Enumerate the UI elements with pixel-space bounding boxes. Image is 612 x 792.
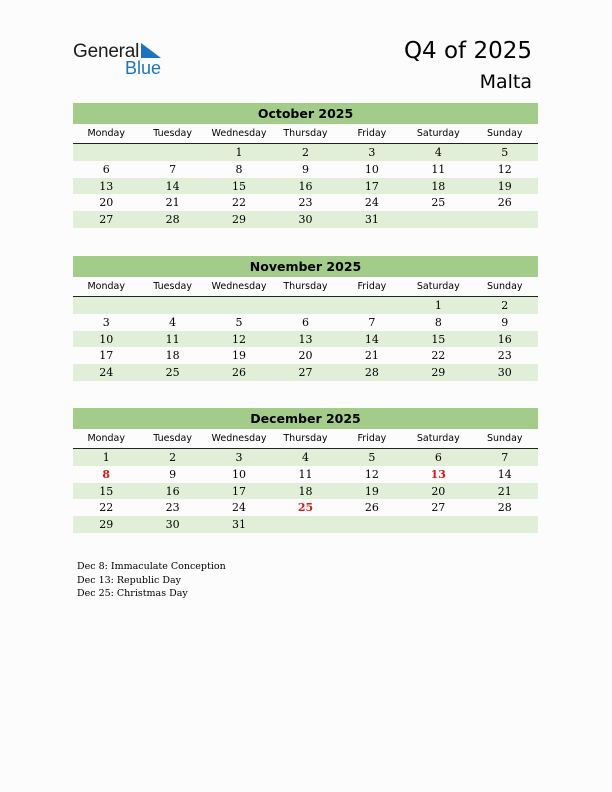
day-cell: 23 [298,196,313,210]
weekday-label: Wednesday [211,433,267,444]
day-cell: 15 [232,179,247,193]
day-cell: 9 [501,315,509,329]
day-cell: 14 [497,467,512,481]
day-cell: 26 [497,196,512,210]
day-cell: 3 [368,146,376,159]
page-title: Q4 of 2025 [403,38,532,64]
month-october [73,103,538,228]
weekday-label: Tuesday [153,433,192,444]
day-cell: 23 [497,349,512,363]
day-cell: 1 [102,451,110,464]
weekday-label: Sunday [486,128,523,139]
day-cell: 18 [165,349,180,363]
weekday-label: Sunday [486,433,523,444]
day-cell: 28 [165,213,180,227]
day-cell: 19 [232,349,247,363]
day-cell [472,211,538,228]
month-november [73,256,538,381]
week-row [73,449,538,466]
week-row [73,161,538,178]
day-cell: 4 [301,451,309,464]
day-cell: 21 [497,484,512,498]
day-cell: 17 [232,484,247,498]
day-cell [272,297,338,314]
day-cell: 11 [165,332,180,346]
day-cell [206,297,272,314]
month-header: November 2025 [73,256,538,277]
day-cell: 19 [497,179,512,193]
day-cell: 19 [364,484,379,498]
day-cell: 23 [165,501,180,515]
day-cell: 9 [169,467,177,481]
day-cell: 25 [165,366,180,380]
day-cell: 27 [431,501,446,515]
day-cell: 2 [501,299,509,312]
day-cell [73,297,139,314]
weekday-label: Friday [357,128,387,139]
month-header: December 2025 [73,408,538,429]
day-cell: 29 [232,213,247,227]
weekday-label: Friday [357,281,387,292]
day-cell: 22 [232,196,247,210]
day-cell: 11 [431,162,446,176]
day-cell: 20 [298,349,313,363]
day-cell: 9 [301,162,309,176]
day-cell: 6 [301,315,309,329]
day-cell: 18 [298,484,313,498]
day-cell: 13 [99,179,114,193]
day-cell: 15 [431,332,446,346]
week-row [73,483,538,500]
weekday-label: Sunday [486,281,523,292]
day-cell: 3 [102,315,110,329]
logo-general-text: General [73,41,140,62]
weekday-label: Tuesday [153,281,192,292]
weeks [73,144,538,228]
day-cell: 7 [368,315,376,329]
day-cell: 17 [364,179,379,193]
day-cell: 16 [298,179,313,193]
day-cell: 30 [165,518,180,532]
day-cell: 14 [165,179,180,193]
weekday-label: Monday [87,433,125,444]
day-cell: 18 [431,179,446,193]
day-cell [139,297,205,314]
week-row [73,178,538,195]
day-cell: 27 [298,366,313,380]
day-cell [272,516,338,533]
day-cell: 10 [232,467,247,481]
day-cell: 31 [364,213,379,227]
day-cell: 21 [165,196,180,210]
week-row [73,144,538,161]
day-cell: 13 [298,332,313,346]
holiday-note: Dec 8: Immaculate Conception [77,561,226,572]
weekday-label: Thursday [283,128,328,139]
day-cell: 12 [497,162,512,176]
day-cell: 16 [497,332,512,346]
day-cell [339,516,405,533]
weekday-label: Tuesday [153,128,192,139]
day-cell: 7 [169,162,177,176]
week-row [73,211,538,228]
weeks [73,449,538,533]
day-cell: 24 [99,366,114,380]
day-cell: 22 [431,349,446,363]
weekday-header-row [73,126,538,144]
day-cell: 4 [434,146,442,159]
weekday-label: Saturday [416,433,460,444]
day-cell: 8 [434,315,442,329]
month-december [73,408,538,533]
weekday-label: Thursday [283,433,328,444]
day-cell: 4 [169,315,177,329]
day-cell: 1 [235,146,243,159]
weekday-header-row [73,279,538,297]
country-name: Malta [479,71,532,93]
day-cell: 1 [434,299,442,312]
week-row [73,364,538,381]
day-cell: 8 [235,162,243,176]
day-cell: 22 [99,501,114,515]
day-cell: 16 [165,484,180,498]
day-cell: 28 [497,501,512,515]
day-cell: 25 [431,196,446,210]
day-cell [405,211,471,228]
day-cell: 14 [364,332,379,346]
week-row [73,297,538,314]
weekday-label: Thursday [283,281,328,292]
day-cell: 29 [99,518,114,532]
holiday-note: Dec 25: Christmas Day [77,588,188,600]
week-row [73,347,538,364]
day-cell: 26 [232,366,247,380]
day-cell: 5 [235,315,243,329]
week-row [73,466,538,483]
weekday-label: Wednesday [211,281,267,292]
weekday-label: Monday [87,128,125,139]
week-row [73,516,538,533]
holiday-day-cell: 13 [430,467,446,481]
month-header: October 2025 [73,103,538,124]
day-cell: 3 [235,451,243,464]
day-cell [339,297,405,314]
day-cell: 12 [364,467,379,481]
day-cell: 30 [497,366,512,380]
day-cell: 12 [232,332,247,346]
day-cell [405,516,471,533]
day-cell [73,144,139,161]
holiday-day-cell: 8 [102,467,111,481]
week-row [73,499,538,516]
day-cell [139,144,205,161]
day-cell: 11 [298,467,313,481]
day-cell: 30 [298,213,313,227]
day-cell: 28 [364,366,379,380]
day-cell: 2 [169,451,177,464]
day-cell: 26 [364,501,379,515]
day-cell: 29 [431,366,446,380]
day-cell: 5 [501,146,509,159]
weekday-label: Monday [87,281,125,292]
weekday-label: Wednesday [211,128,267,139]
day-cell: 21 [364,349,379,363]
day-cell: 6 [102,162,110,176]
day-cell: 20 [99,196,114,210]
week-row [73,194,538,211]
day-cell: 15 [99,484,114,498]
day-cell [472,516,538,533]
week-row [73,331,538,348]
weekday-label: Friday [357,433,387,444]
weekday-header-row [73,431,538,449]
day-cell: 24 [364,196,379,210]
day-cell: 27 [99,213,114,227]
weeks [73,297,538,381]
weekday-label: Saturday [416,128,460,139]
day-cell: 5 [368,451,376,464]
weekday-label: Saturday [416,281,460,292]
holiday-notes [77,560,226,601]
day-cell: 17 [99,349,114,363]
holiday-note: Dec 13: Republic Day [77,574,182,586]
day-cell: 24 [232,501,247,515]
day-cell: 20 [431,484,446,498]
day-cell: 2 [301,146,309,159]
day-cell: 10 [364,162,379,176]
day-cell: 10 [99,332,114,346]
day-cell: 31 [232,518,247,532]
logo-blue-text: Blue [125,58,162,78]
day-cell: 7 [501,451,509,464]
week-row [73,314,538,331]
holiday-day-cell: 25 [297,501,314,515]
day-cell: 6 [434,451,442,464]
